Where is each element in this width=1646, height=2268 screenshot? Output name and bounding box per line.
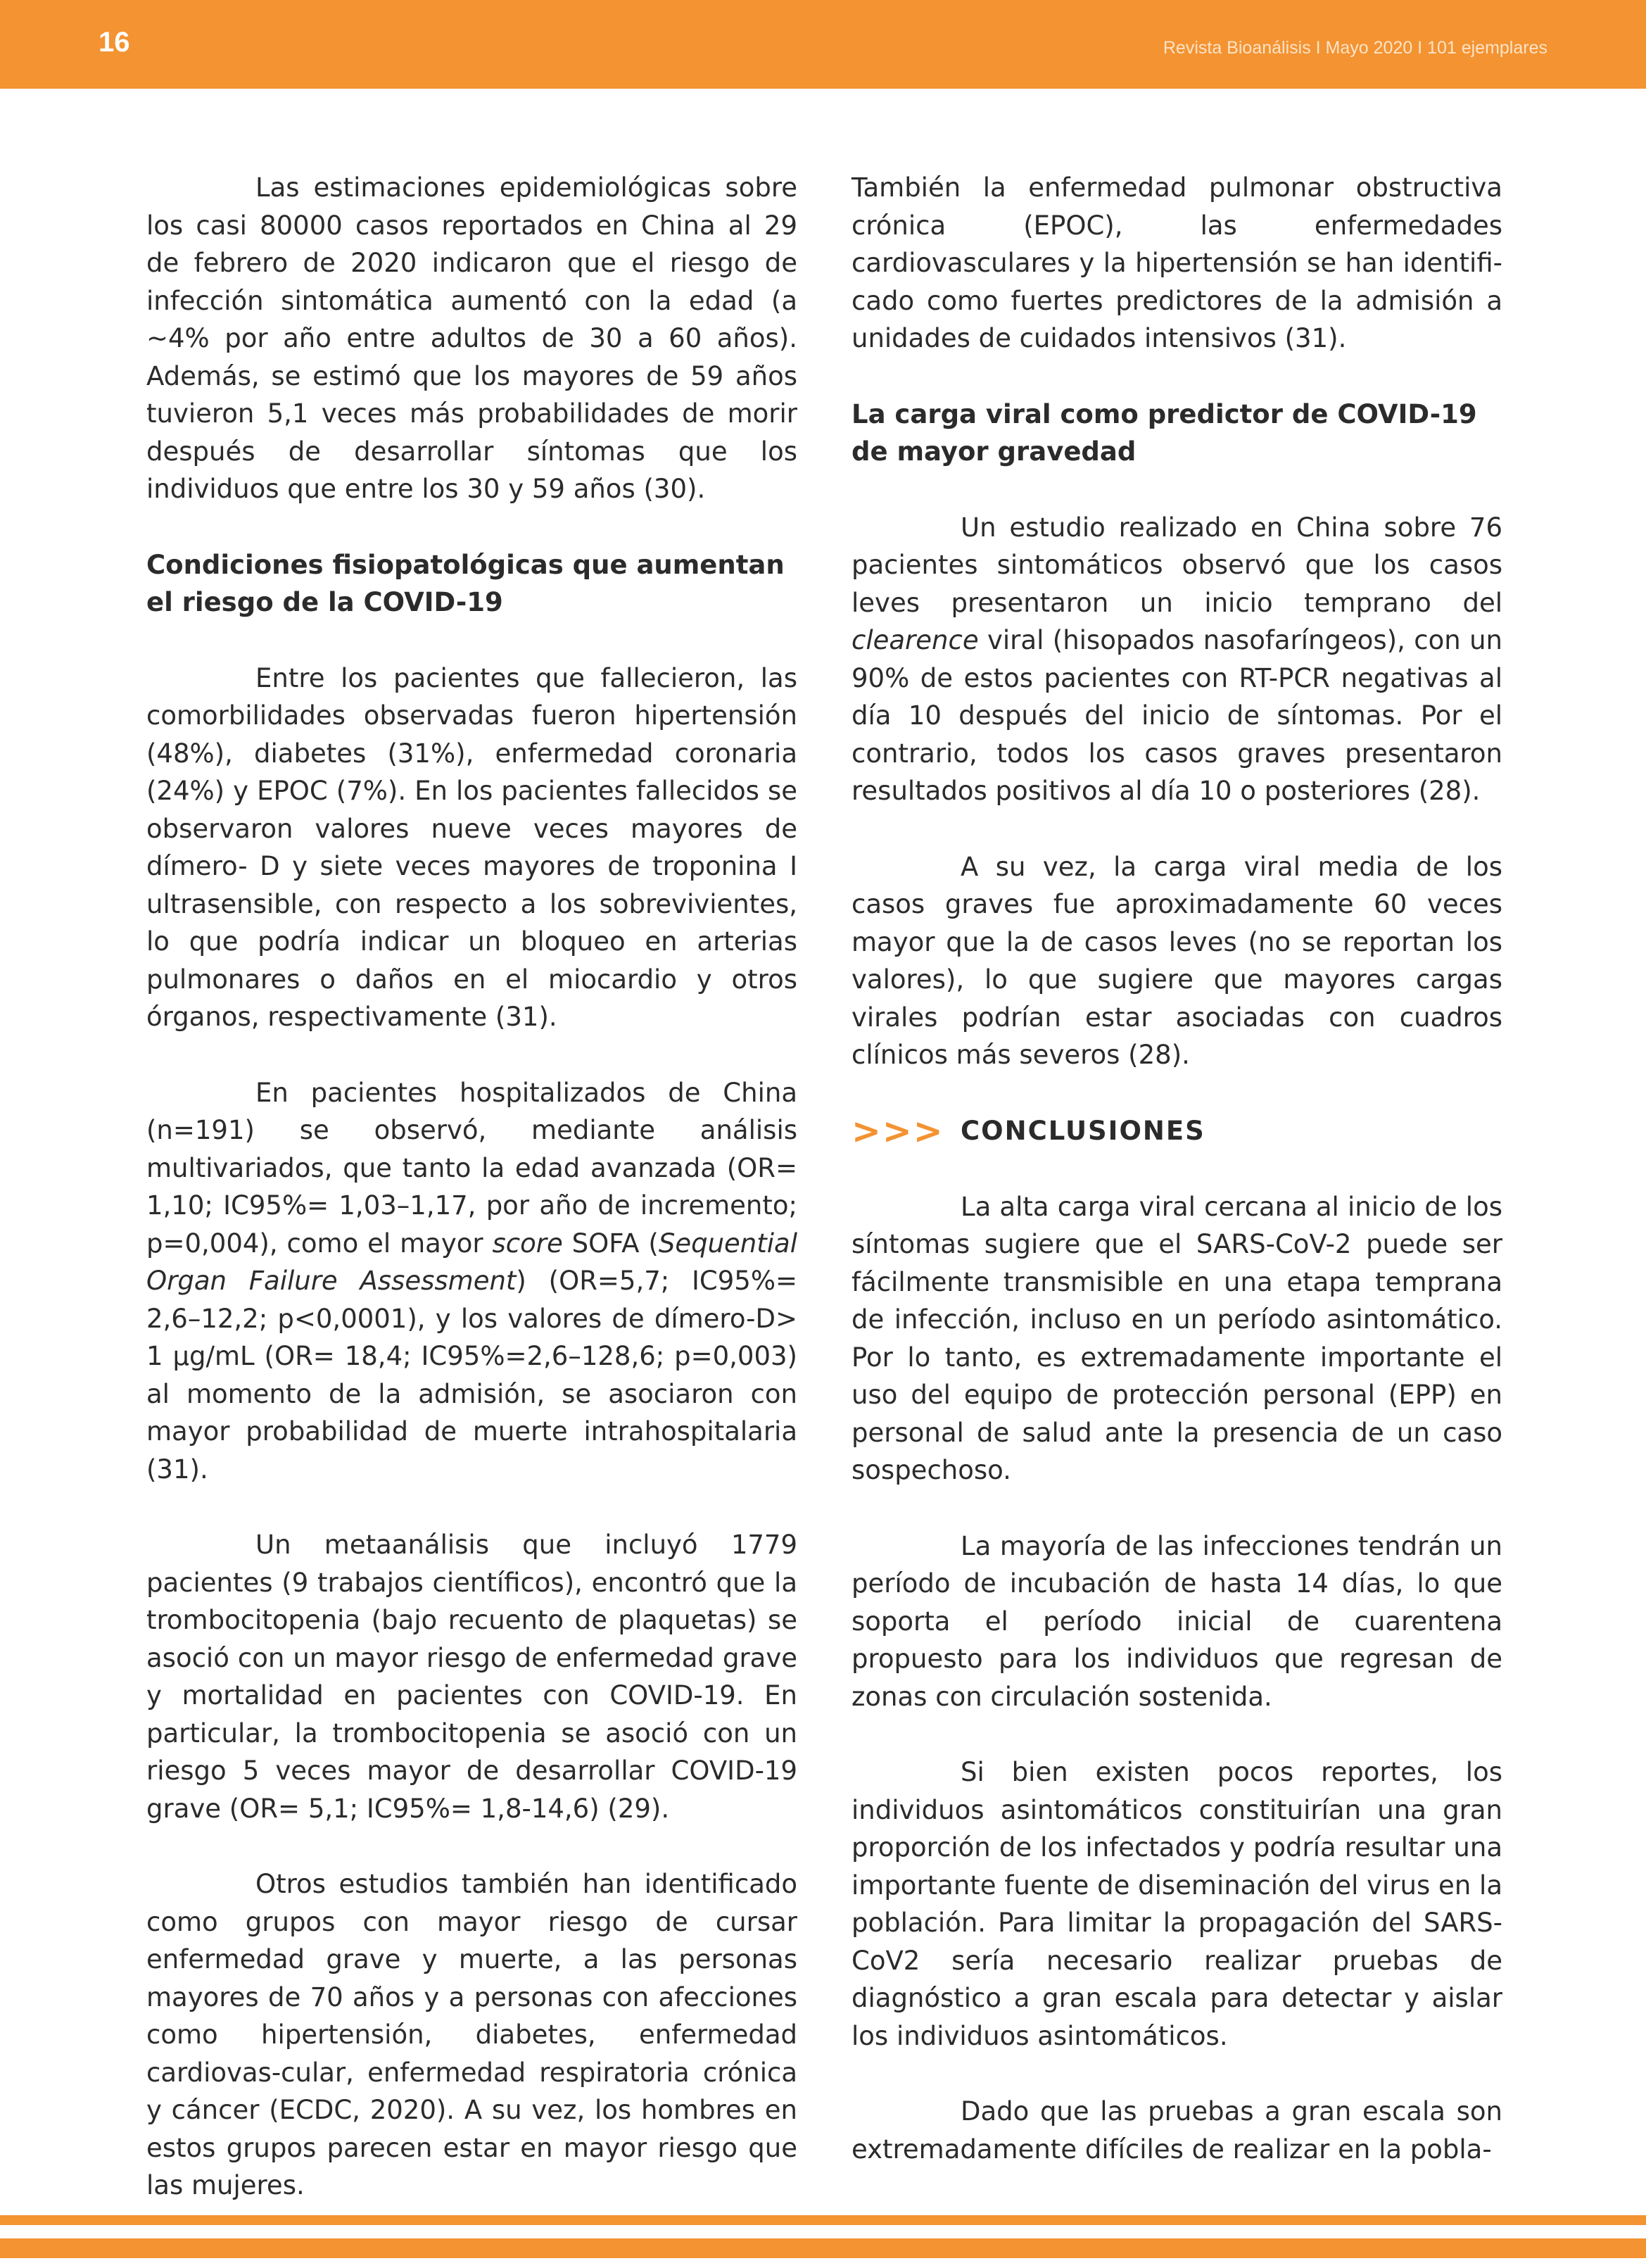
paragraph-text: SOFA (	[562, 1228, 659, 1259]
italic-term: score	[492, 1228, 563, 1259]
conclusions-heading	[852, 1112, 1502, 1150]
paragraph: Si bien existen pocos reportes, los individuos asintomáticos constituirían una gran proporción de los infectados y podría resultar una importante fuente de diseminación del virus en la población. Para limitar la propagación del SARS-CoV2 sería necesario realizar pruebas de diagnóstico a gran escala para detectar y aislar los individuos asintomáticos.	[852, 1757, 1502, 2051]
italic-term: Sequential Organ Failure Assessment	[146, 1228, 797, 1296]
paragraph	[852, 509, 1502, 810]
header-bar	[0, 0, 1646, 89]
paragraph: Entre los pacientes que fallecieron, las comorbilidades observadas fueron hipertensión (48%), diabetes (31%), enfermedad coronaria (24%) y EPOC (7%). En los pacientes fallecidos se observaron valores nueve veces mayores de dímero- D y siete veces mayores de troponina I ultrasensible, con respecto a los sobrevivientes, lo que podría indicar un bloqueo en arterias pulmonares o daños en el miocardio y otros órganos, respectivamente (31).	[146, 662, 797, 1032]
italic-term: clearence	[852, 625, 979, 655]
paragraph-text: Un estudio realizado en China sobre 76 pacientes sintomáticos observó que los casos leves presentaron un inicio temprano del	[852, 512, 1502, 618]
section-heading: La carga viral como predictor de COVID-19 de mayor gravedad	[852, 398, 1477, 467]
left-column	[146, 169, 797, 2243]
paragraph: La alta carga viral cercana al inicio de los síntomas sugiere que el SARS-CoV-2 puede ser fácilmente transmisible en una etapa temprana de infección, incluso en un período asintomático. Por lo tanto, es extremadamente importante el uso del equipo de protección personal (EPP) en personal de salud ante la presencia de un caso sospechoso.	[852, 1191, 1502, 1485]
page-number: 16	[99, 27, 130, 58]
paragraph-text: ) (OR=5,7; IC95%= 2,6–12,2; p<0,0001), y los valores de dímero-D> 1 µg/mL (OR= 18,4; IC95%=2,6–128,6; p=0,003) al momento de la admisión, se asociaron con mayor probabilidad de muerte intrahospitalaria (31).	[146, 1266, 797, 1485]
paragraph: Dado que las pruebas a gran escala son extremadamente difíciles de realizar en la pobla-	[852, 2096, 1502, 2165]
triple-chevron-icon: >>>	[852, 1110, 944, 1152]
paragraph: A su vez, la carga viral media de los casos graves fue aproximadamente 60 veces mayor que la de casos leves (no se reportan los valores), lo que sugiere que mayores cargas virales podrían estar asociadas con cuadros clínicos más severos (28).	[852, 851, 1502, 1070]
paragraph: La mayoría de las infecciones tendrán un período de incubación de hasta 14 días, lo que soporta el período inicial de cuarentena propuesto para los individuos que regresan de zonas con circulación sostenida.	[852, 1530, 1502, 1712]
paragraph: Un metaanálisis que incluyó 1779 pacientes (9 trabajos científicos), encontró que la trombocitopenia (bajo recuento de plaquetas) se asoció con un mayor riesgo de enfermedad grave y mortalidad en pacientes con COVID-19. En particular, la trombocitopenia se asoció con un riesgo 5 veces mayor de desarrollar COVID-19 grave (OR= 5,1; IC95%= 1,8-14,6) (29).	[146, 1530, 797, 1824]
running-head: Revista Bioanálisis I Mayo 2020 I 101 ejemplares	[1163, 38, 1547, 58]
paragraph: Las estimaciones epidemiológicas sobre los casi 80000 casos reportados en China al 29 de febrero de 2020 indicaron que el riesgo de infección sintomática aumentó con la edad (a ~4% por año entre adultos de 30 a 60 años). Además, se estimó que los mayores de 59 años tuvieron 5,1 veces más probabilidades de morir después de desarrollar síntomas que los individuos que entre los 30 y 59 años (30).	[146, 172, 797, 504]
paragraph-text: En pacientes hospitalizados de China (n=191) se observó, mediante análisis multivariados, que tanto la edad avanzada (OR= 1,10; IC95%= 1,03–1,17, por año de incremento; p=0,004), como el mayor	[146, 1077, 797, 1259]
section-heading: Condiciones fisiopatológicas que aumentan el riesgo de la COVID-19	[146, 549, 785, 617]
paragraph-text: viral (hisopados nasofaríngeos), con un 90% de estos pacientes con RT-PCR negativas al día 10 después del inicio de síntomas. Por el contrario, todos los casos graves presentaron resultados positivos al día 10 o posteriores (28).	[852, 625, 1502, 806]
paragraph	[146, 1074, 797, 1489]
footer-bar	[0, 2238, 1646, 2258]
section-title: CONCLUSIONES	[961, 1116, 1205, 1146]
footer-bar	[0, 2215, 1646, 2225]
right-column	[852, 169, 1502, 2206]
paragraph: También la enfermedad pulmonar obstructiva crónica (EPOC), las enfermedades cardiovasculares y la hipertensión se han identifi-cado como fuertes predictores de la admisión a unidades de cuidados intensivos (31).	[852, 172, 1502, 353]
paragraph: Otros estudios también han identificado como grupos con mayor riesgo de cursar enfermedad grave y muerte, a las personas mayores de 70 años y a personas con afecciones como hipertensión, diabetes, enfermedad cardiovas-cular, enfermedad respiratoria crónica y cáncer (ECDC, 2020). A su vez, los hombres en estos grupos parecen estar en mayor riesgo que las mujeres.	[146, 1869, 797, 2200]
